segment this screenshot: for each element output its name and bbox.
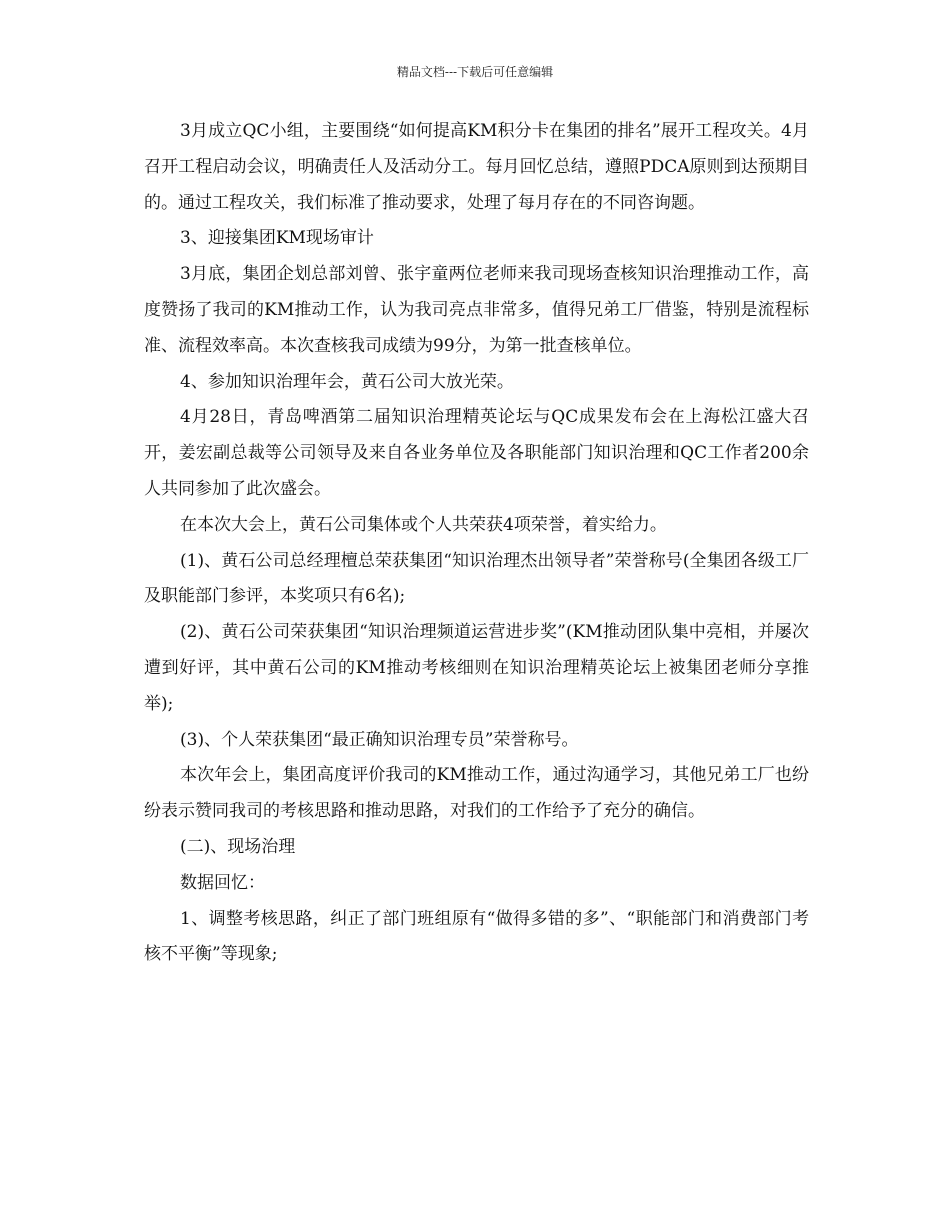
document-body [144, 114, 809, 973]
body-paragraph: 本次年会上，集团高度评价我司的KM推动工作，通过沟通学习，其他兄弟工厂也纷纷表示赞同我司的考核思路和推动思路，对我们的工作给予了充分的确信。 [144, 765, 809, 822]
section-heading: 4、参加知识治理年会，黄石公司大放光荣。 [180, 371, 514, 392]
body-paragraph: 3月成立QC小组，主要围绕“如何提高KM积分卡在集团的排名”展开工程攻关。4月召开工程启动会议，明确责任人及活动分工。每月回忆总结，遵照PDCA原则到达预期目的。通过工程攻关，我们标准了推动要求，处理了每月存在的不同咨询题。 [144, 121, 809, 213]
section-heading: (二)、现场治理 [180, 836, 296, 857]
subheading: 数据回忆： [180, 872, 265, 893]
page-header: 精品文档---下载后可任意编辑 [396, 65, 554, 79]
list-item: 1、调整考核思路，纠正了部门班组原有“做得多错的多”、“职能部门和消费部门考核不平衡”等现象; [144, 908, 809, 965]
body-paragraph: 3月底，集团企划总部刘曾、张宇童两位老师来我司现场查核知识治理推动工作，高度赞扬了我司的KM推动工作，认为我司亮点非常多，值得兄弟工厂借鉴，特别是流程标准、流程效率高。本次查核我司成绩为99分，为第一批查核单位。 [144, 264, 809, 356]
list-item: (1)、黄石公司总经理檀总荣获集团“知识治理杰出领导者”荣誉称号(全集团各级工厂及职能部门参评，本奖项只有6名); [144, 550, 809, 607]
body-paragraph: 4月28日，青岛啤酒第二届知识治理精英论坛与QC成果发布会在上海松江盛大召开，姜宏副总裁等公司领导及来自各业务单位及各职能部门知识治理和QC工作者200余人共同参加了此次盛会。 [144, 407, 809, 499]
list-item: (3)、个人荣获集团“最正确知识治理专员”荣誉称号。 [180, 729, 579, 750]
section-heading: 3、迎接集团KM现场审计 [180, 228, 374, 249]
body-paragraph: 在本次大会上，黄石公司集体或个人共荣获4项荣誉，着实给力。 [180, 514, 667, 535]
list-item: (2)、黄石公司荣获集团“知识治理频道运营进步奖”(KM推动团队集中亮相，并屡次遭到好评，其中黄石公司的KM推动考核细则在知识治理精英论坛上被集团老师分享推举); [144, 622, 809, 714]
